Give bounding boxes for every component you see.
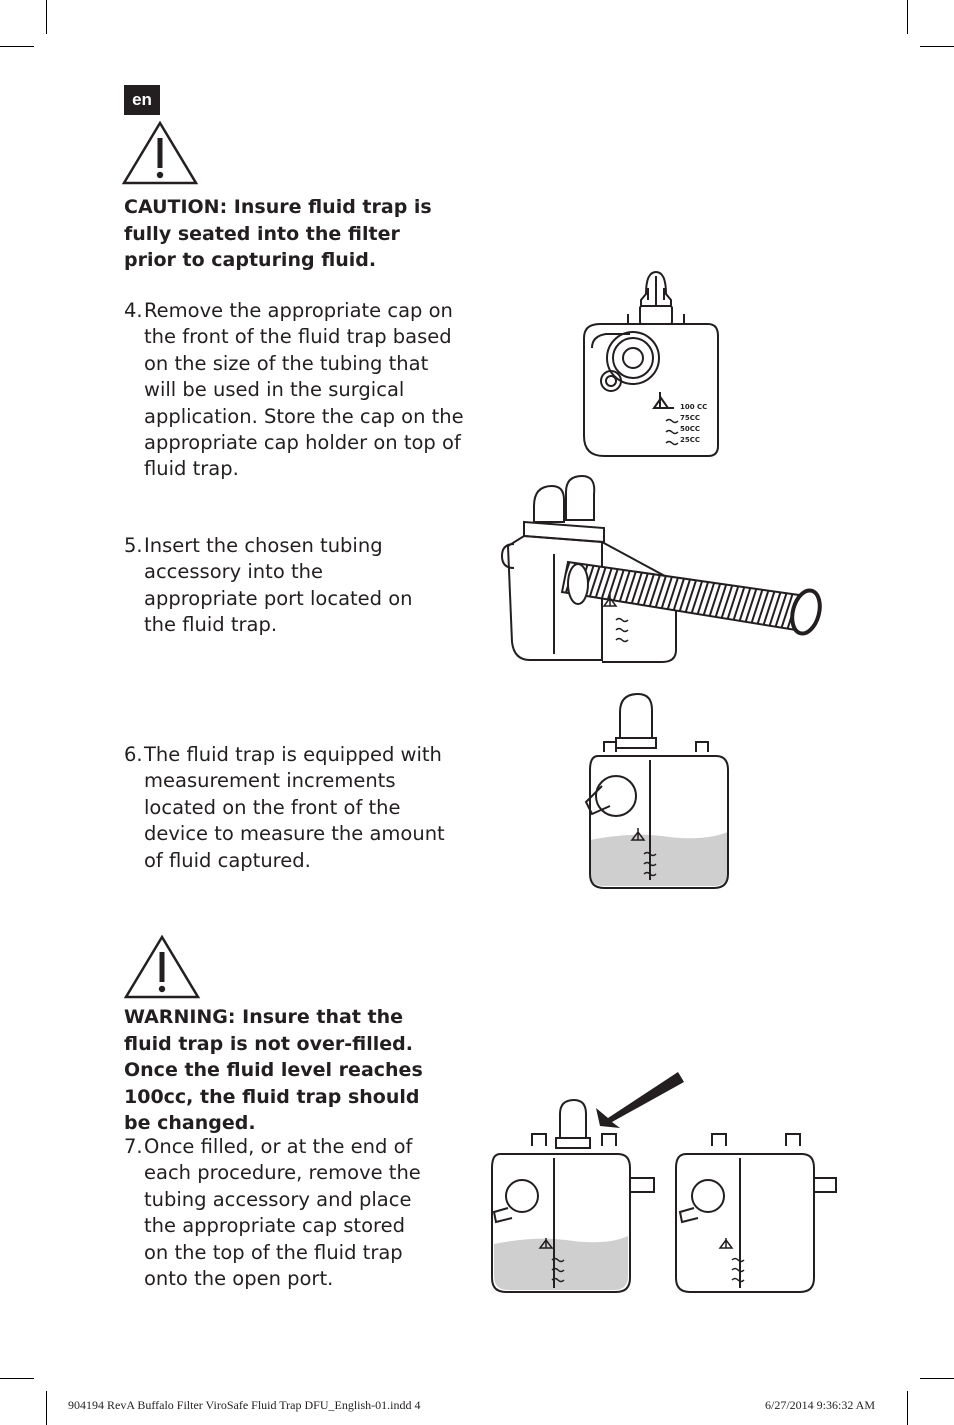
fluid-trap-capped-illustration: [486, 1068, 840, 1304]
scale-label-100: 100 CC: [680, 403, 708, 411]
step-text: Once filled, or at the end of each procedure, remove the tubing accessory and place the appropriate cap stored on the top of the fluid trap onto the open port.: [144, 1135, 421, 1291]
crop-mark: [920, 1378, 954, 1379]
scale-label-50: 50CC: [680, 425, 701, 433]
crop-mark: [0, 46, 34, 47]
step-text: The fluid trap is equipped with measurement increments located on the front of the device to measure the amount of fluid captured.: [144, 743, 445, 872]
warning-text: WARNING: Insure that the fluid trap is not over-filled. Once the fluid level reaches 100cc, the fluid trap should be changed.: [124, 1006, 423, 1134]
crop-mark: [46, 1391, 47, 1425]
crop-mark: [907, 0, 908, 34]
crop-mark: [46, 0, 47, 34]
step-number: 4.: [124, 299, 143, 322]
crop-mark: [920, 46, 954, 47]
caution-text: CAUTION: Insure fluid trap is fully seated into the filter prior to capturing fluid.: [124, 196, 432, 271]
step-text: Remove the appropriate cap on the front of the fluid trap based on the size of the tubing that will be used in the surgical application. Store the cap on the appropriate cap holder on top of fluid trap.: [144, 299, 464, 481]
footer-date: 6/27/2014 9:36:32 AM: [765, 1398, 876, 1412]
crop-mark: [907, 1391, 908, 1425]
step-number: 6.: [124, 743, 143, 766]
language-tag: en: [124, 85, 160, 115]
fluid-trap-filled-illustration: [580, 690, 738, 896]
footer-file-name: 904194 RevA Buffalo Filter ViroSafe Fluid Trap DFU_English-01.indd 4: [68, 1398, 421, 1412]
step-number: 5.: [124, 534, 143, 557]
crop-mark: [0, 1378, 34, 1379]
fluid-trap-with-tubing-illustration: [494, 474, 828, 668]
scale-label-25: 25CC: [680, 436, 701, 444]
warning-triangle-icon: [124, 934, 200, 1000]
step-text: Insert the chosen tubing accessory into the appropriate port located on the fluid trap.: [144, 534, 413, 637]
fluid-trap-front-illustration: [578, 268, 728, 460]
caution-triangle-icon: [122, 120, 198, 186]
step-number: 7.: [124, 1135, 143, 1158]
scale-label-75: 75CC: [680, 414, 701, 422]
